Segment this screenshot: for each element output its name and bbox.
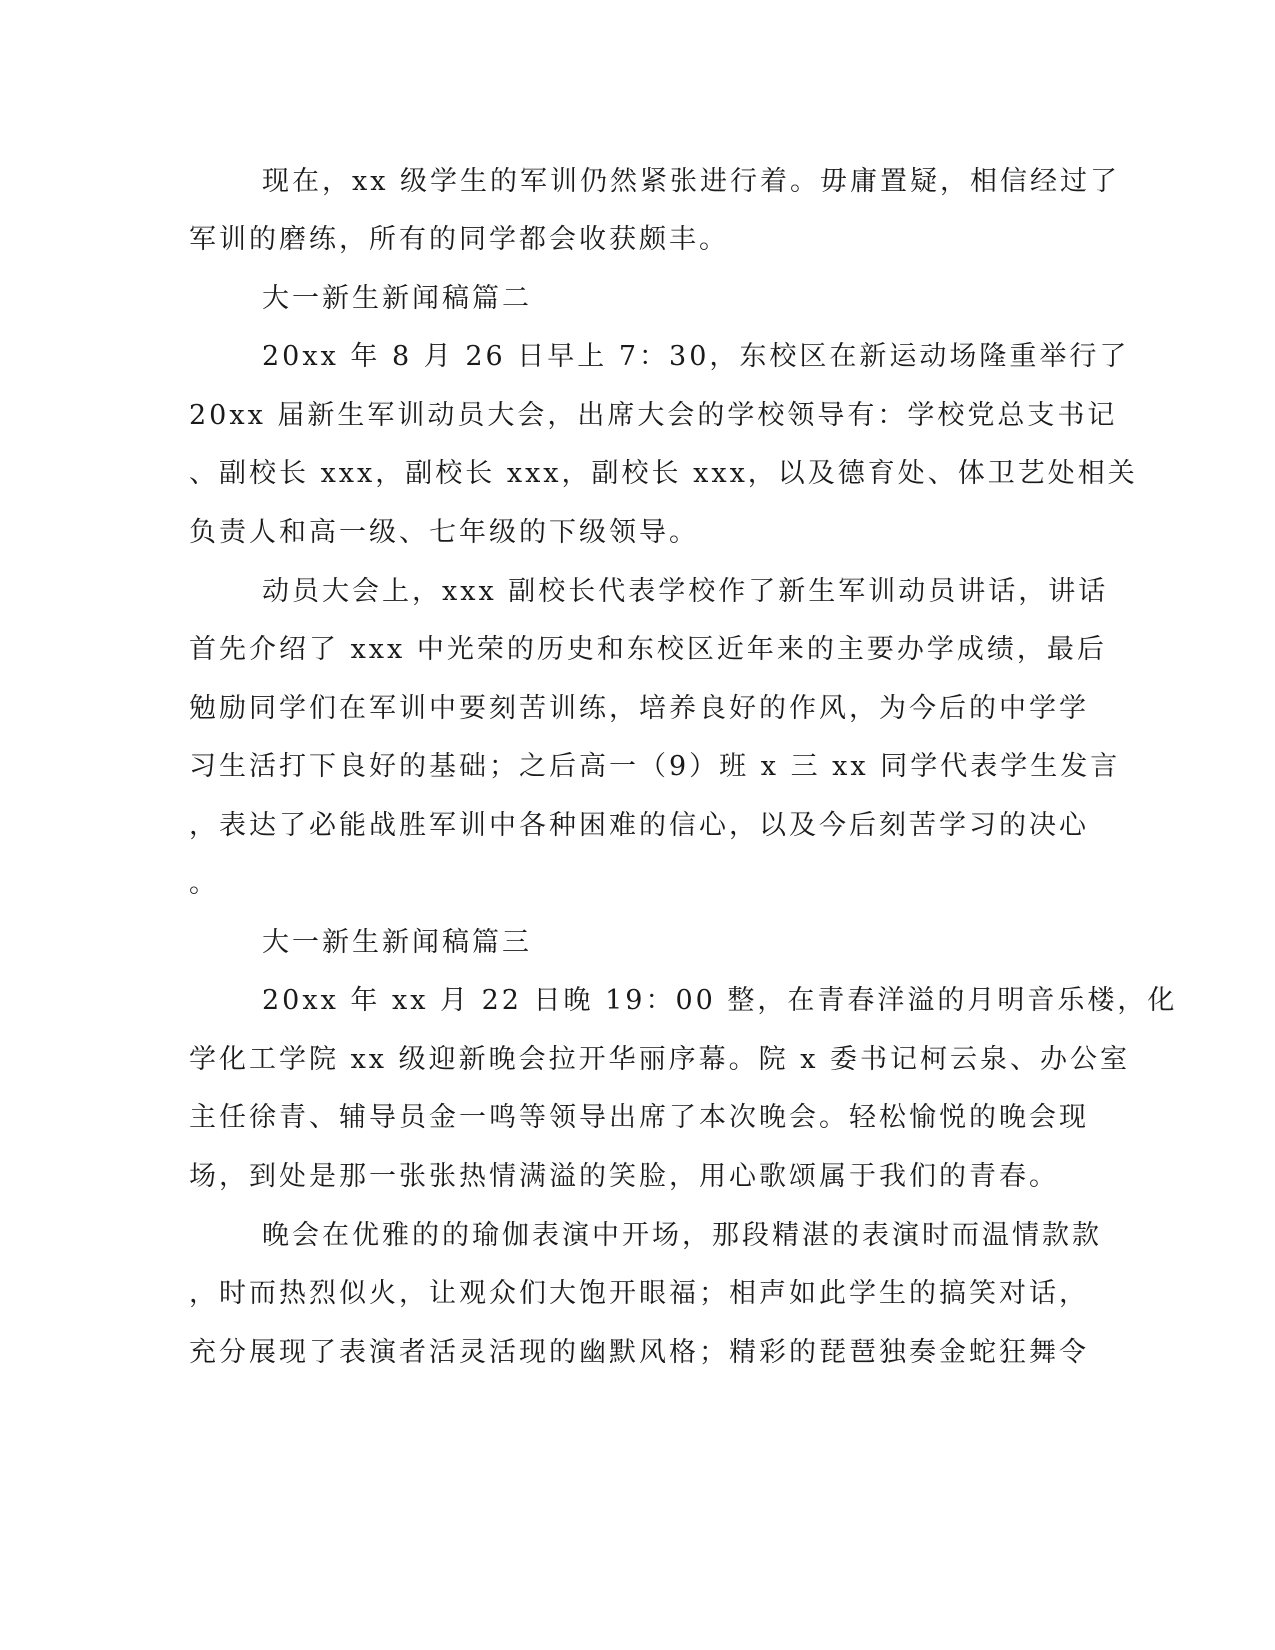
text-line: 现在，xx 级学生的军训仍然紧张进行着。毋庸置疑，相信经过了 xyxy=(262,166,1121,197)
text-line: 。 xyxy=(189,868,219,899)
text-line: 负责人和高一级、七年级的下级领导。 xyxy=(189,517,699,548)
text-line: 动员大会上，xxx 副校长代表学校作了新生军训动员讲话，讲话 xyxy=(262,576,1109,607)
text-line: 晚会在优雅的的瑜伽表演中开场，那段精湛的表演时而温情款款 xyxy=(262,1220,1102,1251)
text-line: 勉励同学们在军训中要刻苦训练，培养良好的作风，为今后的中学学 xyxy=(189,693,1089,724)
text-line: 军训的磨练，所有的同学都会收获颇丰。 xyxy=(189,224,729,255)
text-line: 首先介绍了 xxx 中光荣的历史和东校区近年来的主要办学成绩，最后 xyxy=(189,634,1107,665)
text-line: 20xx 年 xx 月 22 日晚 19：00 整，在青春洋溢的月明音乐楼，化 xyxy=(262,985,1178,1016)
text-line: 20xx 年 8 月 26 日早上 7：30，东校区在新运动场隆重举行了 xyxy=(262,341,1130,372)
text-line: 学化工学院 xx 级迎新晚会拉开华丽序幕。院 x 委书记柯云泉、办公室 xyxy=(189,1044,1131,1075)
text-line: 20xx 届新生军训动员大会，出席大会的学校领导有：学校党总支书记 xyxy=(189,400,1118,431)
text-line: 习生活打下良好的基础；之后高一（9）班 x 三 xx 同学代表学生发言 xyxy=(189,751,1121,782)
section-heading: 大一新生新闻稿篇三 xyxy=(262,927,532,958)
text-line: 充分展现了表演者活灵活现的幽默风格；精彩的琵琶独奏金蛇狂舞令 xyxy=(189,1337,1089,1368)
text-line: 、副校长 xxx，副校长 xxx，副校长 xxx，以及德育处、体卫艺处相关 xyxy=(189,458,1138,489)
section-heading: 大一新生新闻稿篇二 xyxy=(262,283,532,314)
text-line: 主任徐青、辅导员金一鸣等领导出席了本次晚会。轻松愉悦的晚会现 xyxy=(189,1102,1089,1133)
text-line: 场，到处是那一张张热情满溢的笑脸，用心歌颂属于我们的青春。 xyxy=(189,1161,1059,1192)
text-line: ，表达了必能战胜军训中各种困难的信心，以及今后刻苦学习的决心 xyxy=(189,810,1089,841)
text-line: ，时而热烈似火，让观众们大饱开眼福；相声如此学生的搞笑对话， xyxy=(189,1278,1089,1309)
